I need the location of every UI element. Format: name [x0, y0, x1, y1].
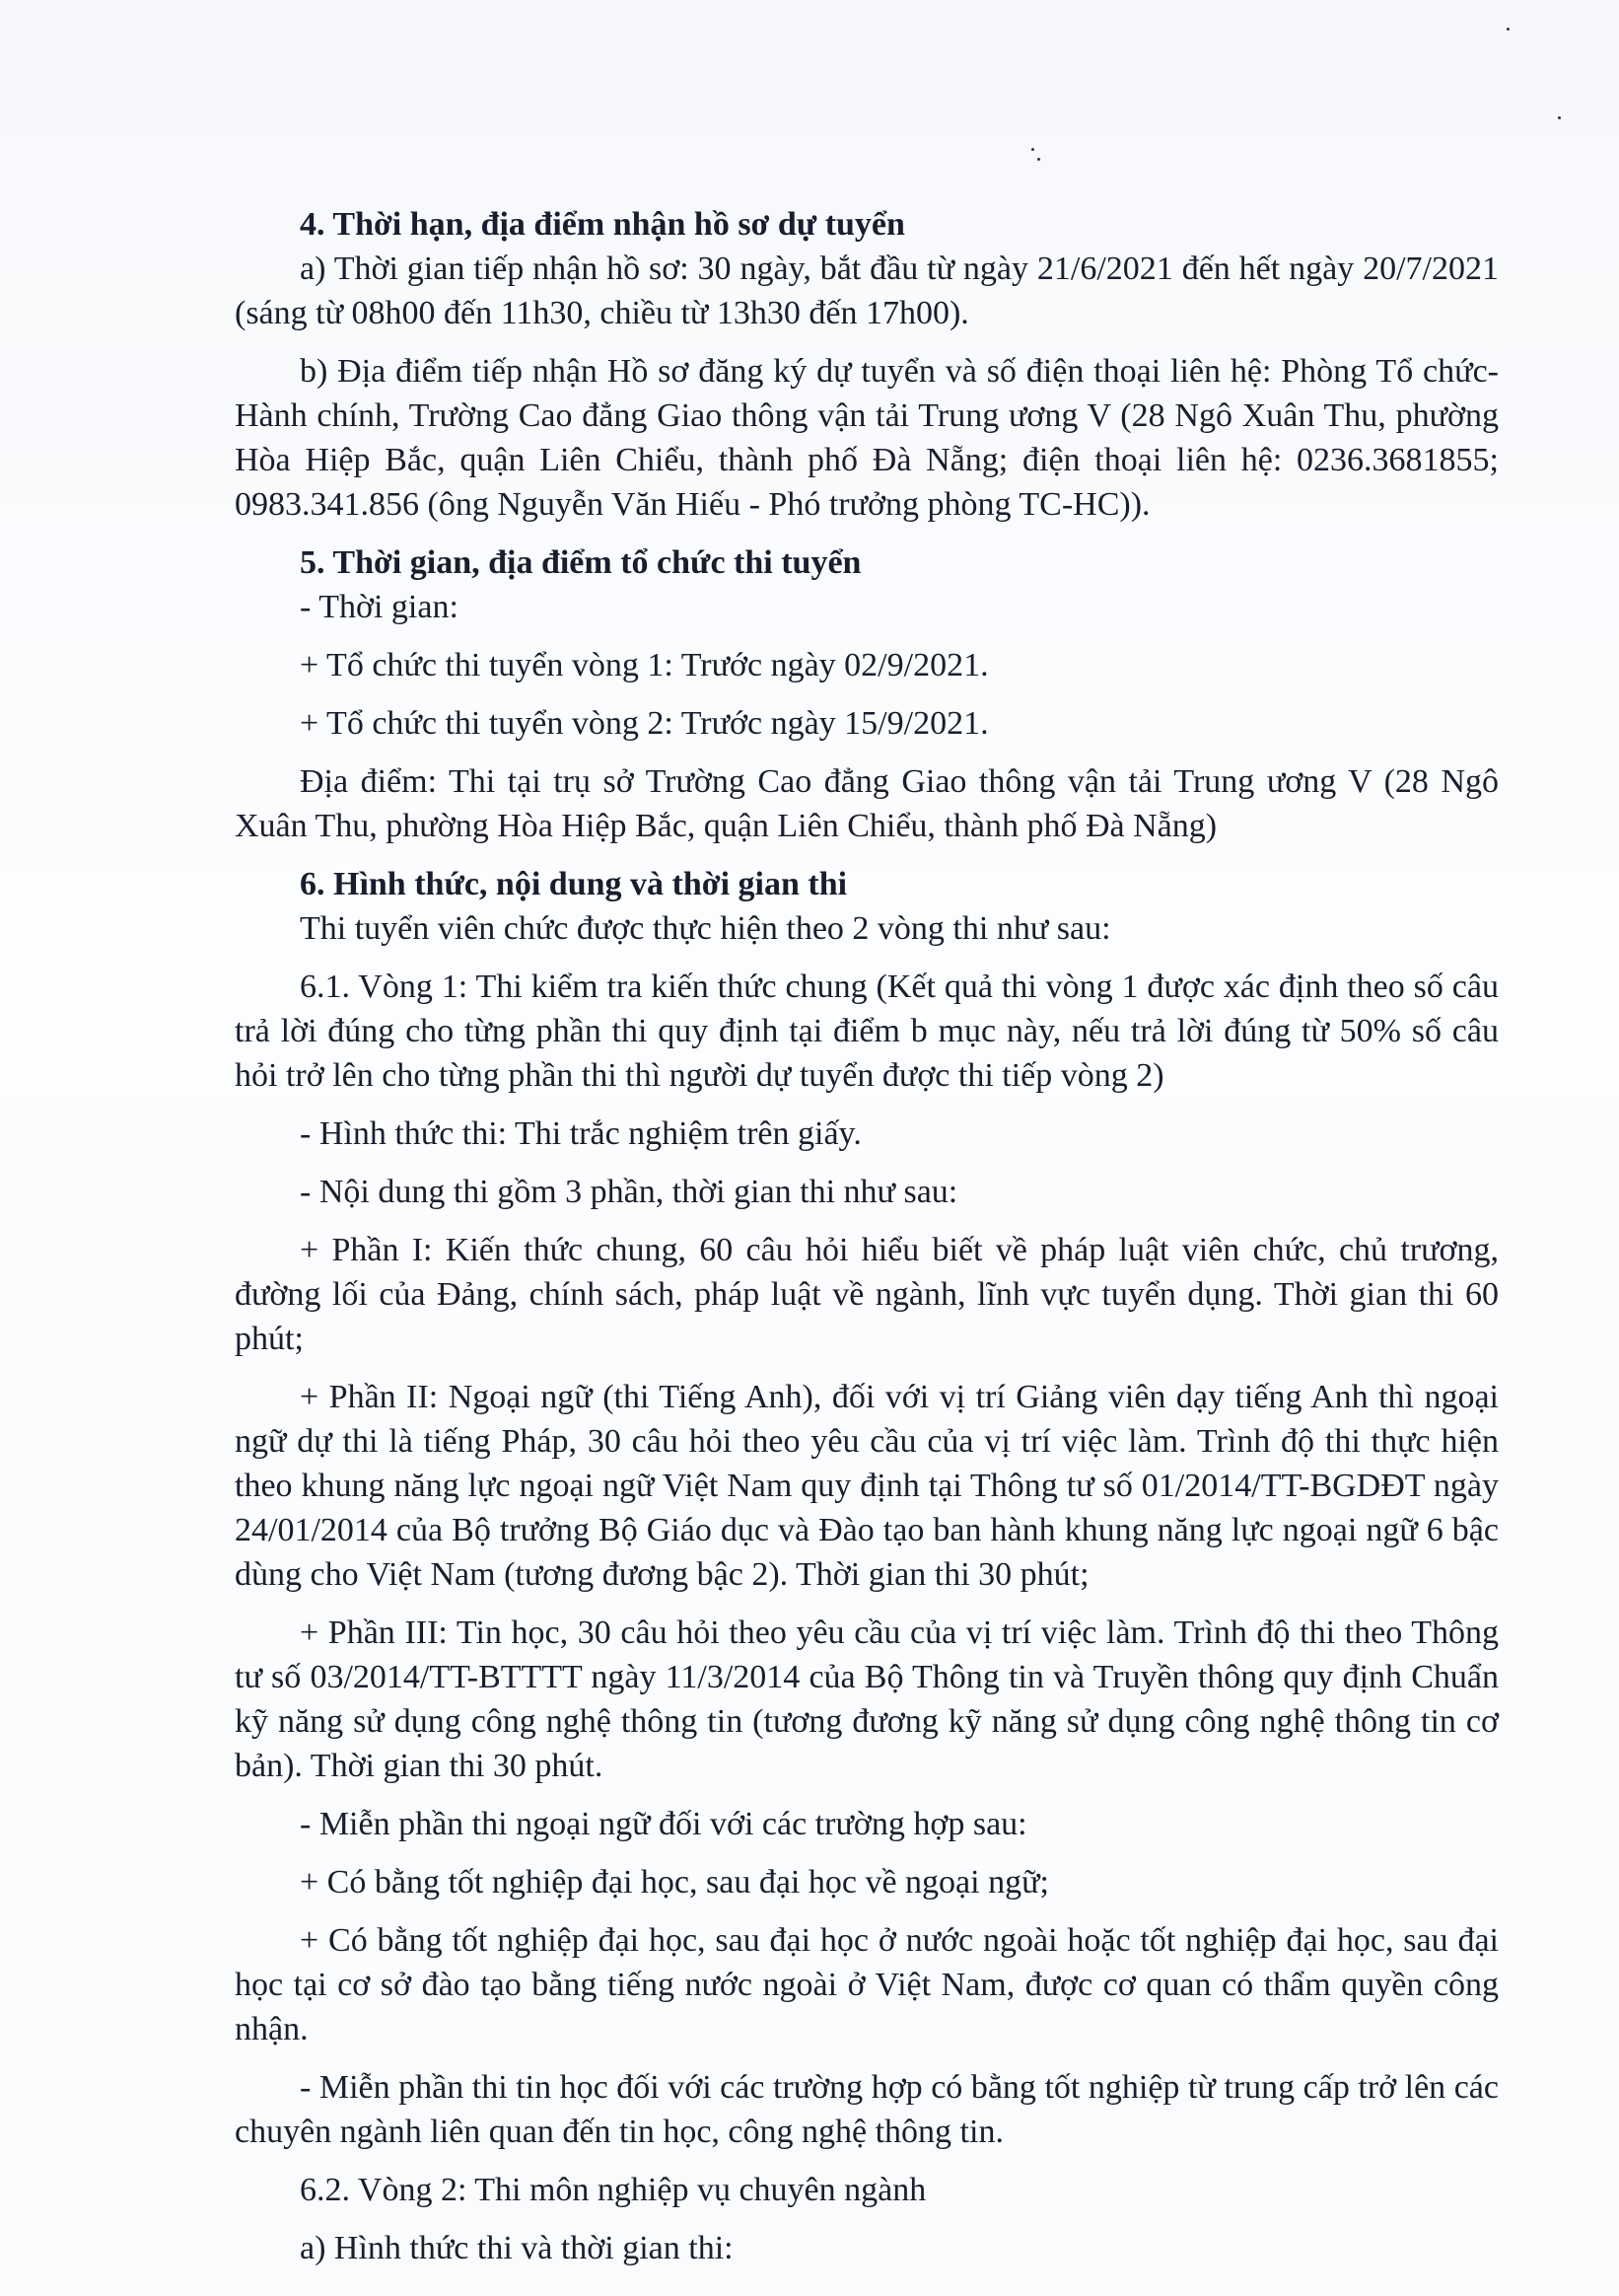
scan-speck [1507, 28, 1510, 31]
paragraph: + Phần III: Tin học, 30 câu hỏi theo yêu cầu của vị trí việc làm. Trình độ thi theo Thông tư số 03/2014/TT-BTTTT ngày 11/3/2014 của Bộ Thông tin và Truyền thông quy định Chuẩn kỹ năng sử dụng công nghệ thông tin (tương đương kỹ năng sử dụng công nghệ thông tin cơ bản). Thời gian thi 30 phút. [235, 1614, 1499, 1784]
paragraph: + Phần I: Kiến thức chung, 60 câu hỏi hiểu biết về pháp luật viên chức, chủ trương, đường lối của Đảng, chính sách, pháp luật về ngành, lĩnh vực tuyển dụng. Thời gian thi 60 phút; [235, 1232, 1499, 1357]
scan-speck [1037, 158, 1040, 161]
section-heading: 5. Thời gian, địa điểm tổ chức thi tuyển [300, 544, 862, 581]
paragraph: - Thời gian: [300, 589, 458, 625]
scan-speck [1031, 148, 1034, 151]
paragraph: + Có bằng tốt nghiệp đại học, sau đại học ở nước ngoài hoặc tốt nghiệp đại học, sau đại học tại cơ sở đào tạo bằng tiếng nước ngoài ở Việt Nam, được cơ quan có thẩm quyền công nhận. [235, 1922, 1499, 2047]
paragraph: - Miễn phần thi tin học đối với các trường hợp có bằng tốt nghiệp từ trung cấp trở lên các chuyên ngành liên quan đến tin học, công nghệ thông tin. [235, 2069, 1499, 2150]
paragraph: - Miễn phần thi ngoại ngữ đối với các trường hợp sau: [300, 1806, 1027, 1842]
paragraph: + Có bằng tốt nghiệp đại học, sau đại học về ngoại ngữ; [300, 1864, 1049, 1901]
paragraph: + Phần II: Ngoại ngữ (thi Tiếng Anh), đối với vị trí Giảng viên dạy tiếng Anh thì ngoại ngữ dự thi là tiếng Pháp, 30 câu hỏi theo yêu cầu của vị trí việc làm. Trình độ thi thực hiện theo khung năng lực ngoại ngữ Việt Nam quy định tại Thông tư số 01/2014/TT-BGDĐT ngày 24/01/2014 của Bộ trưởng Bộ Giáo dục và Đào tạo ban hành khung năng lực ngoại ngữ 6 bậc dùng cho Việt Nam (tương đương bậc 2). Thời gian thi 30 phút; [235, 1379, 1499, 1593]
paragraph: Địa điểm: Thi tại trụ sở Trường Cao đẳng Giao thông vận tải Trung ương V (28 Ngô Xuân Thu, phường Hòa Hiệp Bắc, quận Liên Chiểu, thành phố Đà Nẵng) [235, 763, 1499, 844]
paragraph: Thi tuyển viên chức được thực hiện theo 2 vòng thi như sau: [300, 910, 1111, 947]
paragraph: + Tổ chức thi tuyển vòng 1: Trước ngày 02/9/2021. [300, 647, 989, 683]
paragraph: a) Hình thức thi và thời gian thi: [300, 2230, 734, 2266]
section-heading: 4. Thời hạn, địa điểm nhận hồ sơ dự tuyển [300, 206, 905, 243]
paragraph: a) Thời gian tiếp nhận hồ sơ: 30 ngày, bắt đầu từ ngày 21/6/2021 đến hết ngày 20/7/2021 (sáng từ 08h00 đến 11h30, chiều từ 13h30 đến 17h00). [235, 251, 1499, 331]
paragraph: b) Địa điểm tiếp nhận Hồ sơ đăng ký dự tuyển và số điện thoại liên hệ: Phòng Tổ chức-Hành chính, Trường Cao đẳng Giao thông vận tải Trung ương V (28 Ngô Xuân Thu, phường Hòa Hiệp Bắc, quận Liên Chiểu, thành phố Đà Nẵng; điện thoại liên hệ: 0236.3681855; 0983.341.856 (ông Nguyễn Văn Hiếu - Phó trưởng phòng TC-HC)). [235, 353, 1499, 523]
paragraph: - Hình thức thi: Thi trắc nghiệm trên giấy. [300, 1115, 862, 1152]
paragraph: 6.2. Vòng 2: Thi môn nghiệp vụ chuyên ngành [300, 2172, 927, 2208]
scan-speck [1558, 116, 1561, 119]
paragraph: 6.1. Vòng 1: Thi kiểm tra kiến thức chung (Kết quả thi vòng 1 được xác định theo số câu trả lời đúng cho từng phần thi quy định tại điểm b mục này, nếu trả lời đúng từ 50% số câu hỏi trở lên cho từng phần thi thì người dự tuyển được thi tiếp vòng 2) [235, 969, 1499, 1094]
paragraph: - Nội dung thi gồm 3 phần, thời gian thi như sau: [300, 1174, 958, 1210]
document-body [235, 202, 1499, 2284]
section-heading: 6. Hình thức, nội dung và thời gian thi [300, 866, 848, 902]
paragraph: + Tổ chức thi tuyển vòng 2: Trước ngày 15/9/2021. [300, 705, 989, 742]
